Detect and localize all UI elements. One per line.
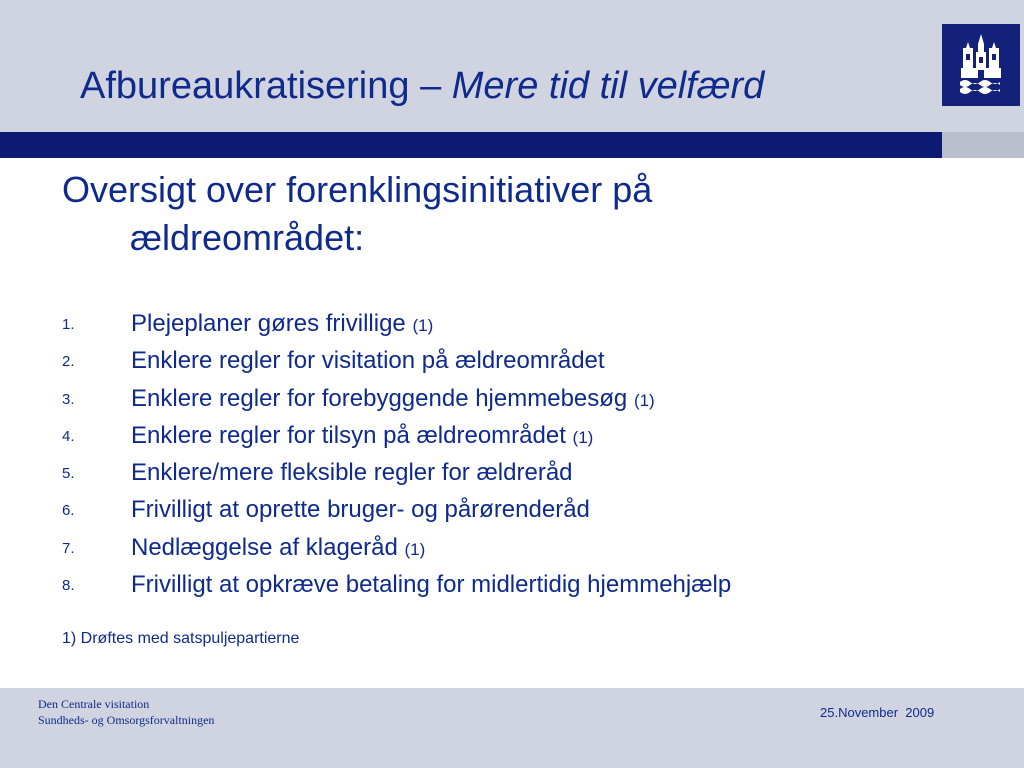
copenhagen-coat-of-arms-icon	[942, 24, 1020, 106]
header-divider-accent	[942, 132, 1024, 158]
footer-org-line-2: Sundheds- og Omsorgsforvaltningen	[38, 713, 215, 727]
item-number: 2.	[62, 353, 75, 371]
list-item	[62, 305, 962, 342]
initiatives-list	[62, 305, 962, 603]
item-number: 7.	[62, 539, 75, 557]
item-number: 3.	[62, 390, 75, 408]
content-heading	[62, 166, 962, 262]
list-item	[62, 342, 962, 379]
item-number: 4.	[62, 427, 75, 445]
item-number: 6.	[62, 502, 75, 520]
item-text: Enklere regler for tilsyn på ældreområdet	[131, 421, 566, 449]
footnote: 1) Drøftes med satspuljepartierne	[62, 630, 300, 647]
item-text: Enklere regler for forebyggende hjemmebesøg	[131, 384, 628, 412]
header-divider-bar	[0, 132, 942, 158]
item-text: Enklere/mere fleksible regler for ældreråd	[131, 459, 573, 487]
slide-title	[80, 66, 764, 108]
list-item	[62, 491, 962, 528]
item-note: (1)	[412, 316, 434, 335]
item-text: Enklere regler for visitation på ældreområdet	[131, 347, 605, 375]
list-item	[62, 529, 962, 566]
item-text: Frivilligt at oprette bruger- og pårørenderåd	[131, 496, 590, 524]
list-item	[62, 380, 962, 417]
item-number: 1.	[62, 316, 75, 333]
list-item	[62, 417, 962, 454]
heading-line-1: Oversigt over forenklingsinitiativer på	[62, 169, 653, 210]
item-text: Nedlæggelse af klageråd	[131, 533, 398, 561]
title-italic: Mere tid til velfærd	[451, 65, 765, 107]
item-text: Frivilligt at opkræve betaling for midlertidig hjemmehjælp	[131, 571, 732, 599]
item-note: (1)	[404, 539, 426, 559]
footer-org-line-1: Den Centrale visitation	[38, 697, 150, 711]
list-item	[62, 454, 962, 491]
item-number: 8.	[62, 577, 75, 595]
item-note: (1)	[572, 427, 594, 447]
title-main: Afbureaukratisering –	[80, 65, 452, 107]
item-note: (1)	[633, 390, 655, 410]
footer-organization	[38, 696, 214, 728]
heading-line-2: ældreområdet:	[130, 217, 365, 258]
list-item	[62, 566, 962, 603]
footer-date: 25.November 2009	[820, 705, 935, 720]
item-text: Plejeplaner gøres frivillige	[131, 310, 406, 337]
item-number: 5.	[62, 465, 75, 483]
